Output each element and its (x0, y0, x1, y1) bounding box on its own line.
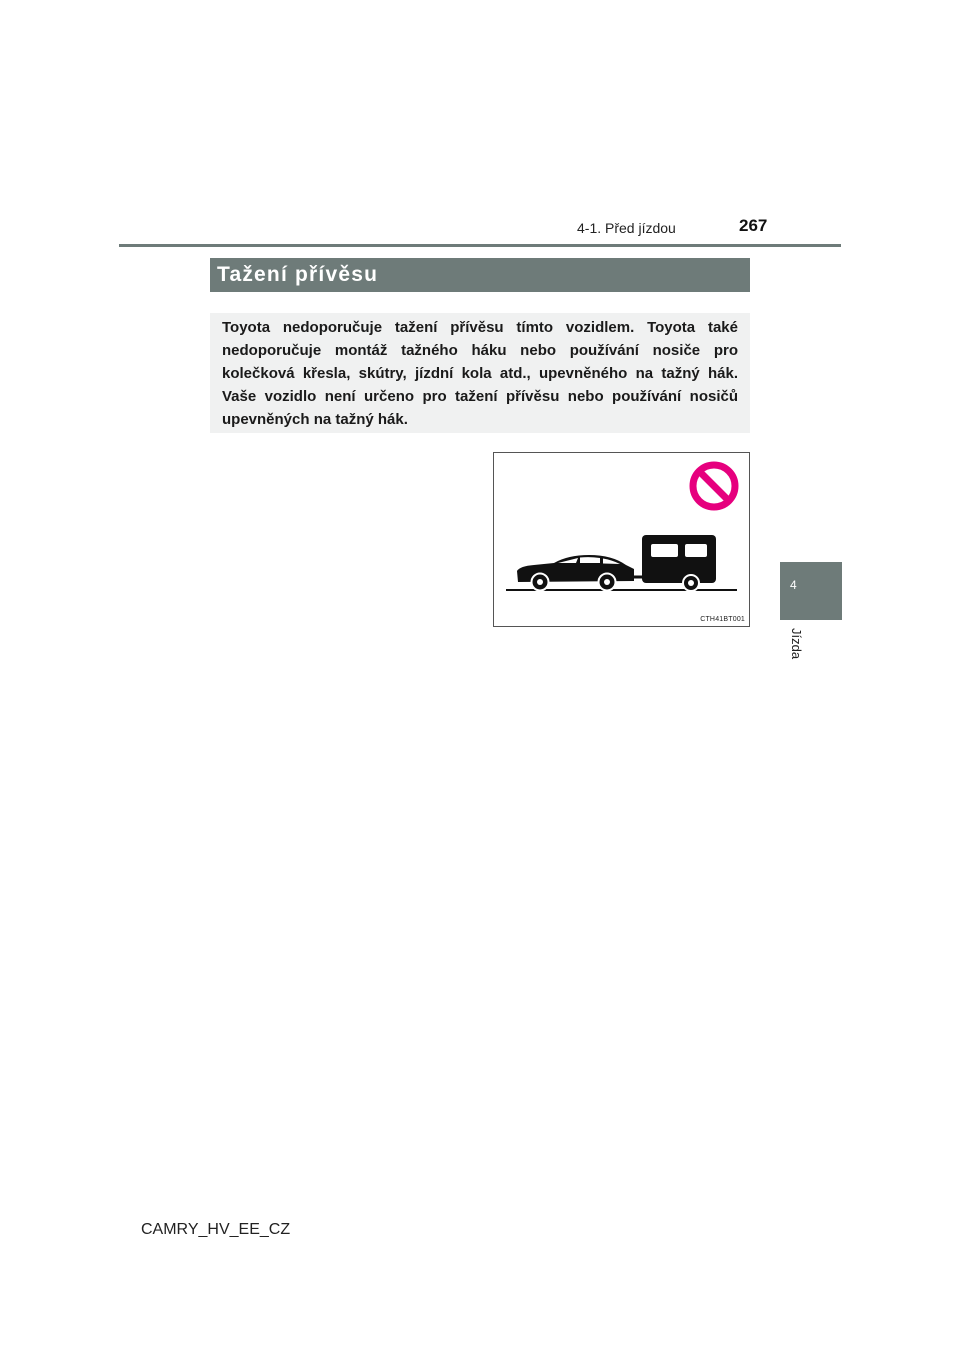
trailer-icon (642, 535, 716, 591)
header-divider (119, 244, 841, 247)
chapter-label: Jízda (789, 628, 804, 660)
page-number: 267 (739, 216, 768, 235)
towing-illustration-drawing (494, 453, 749, 626)
section-title-bar (210, 258, 750, 292)
car-icon (517, 555, 634, 591)
footer-code: CAMRY_HV_EE_CZ (141, 1221, 291, 1238)
towing-illustration (493, 452, 750, 627)
section-title: Tažení přívěsu (217, 263, 379, 286)
header-section-title: 4-1. Před jízdou (577, 220, 676, 236)
intro-box (210, 313, 750, 433)
chapter-number: 4 (790, 578, 797, 592)
prohibition-icon (693, 465, 735, 507)
figure-code: CTH41BT001 (700, 616, 745, 623)
intro-text: Toyota nedoporučuje tažení přívěsu tímto vozidlem. Toyota také nedoporučuje montáž tažného háku nebo používání nosiče pro kolečková křesla, skútry, jízdní kola atd., upevněného na tažný hák. Vaše vozidlo není určeno pro tažení přívěsu nebo používání nosičů upevněných na tažný hák. (222, 319, 738, 428)
